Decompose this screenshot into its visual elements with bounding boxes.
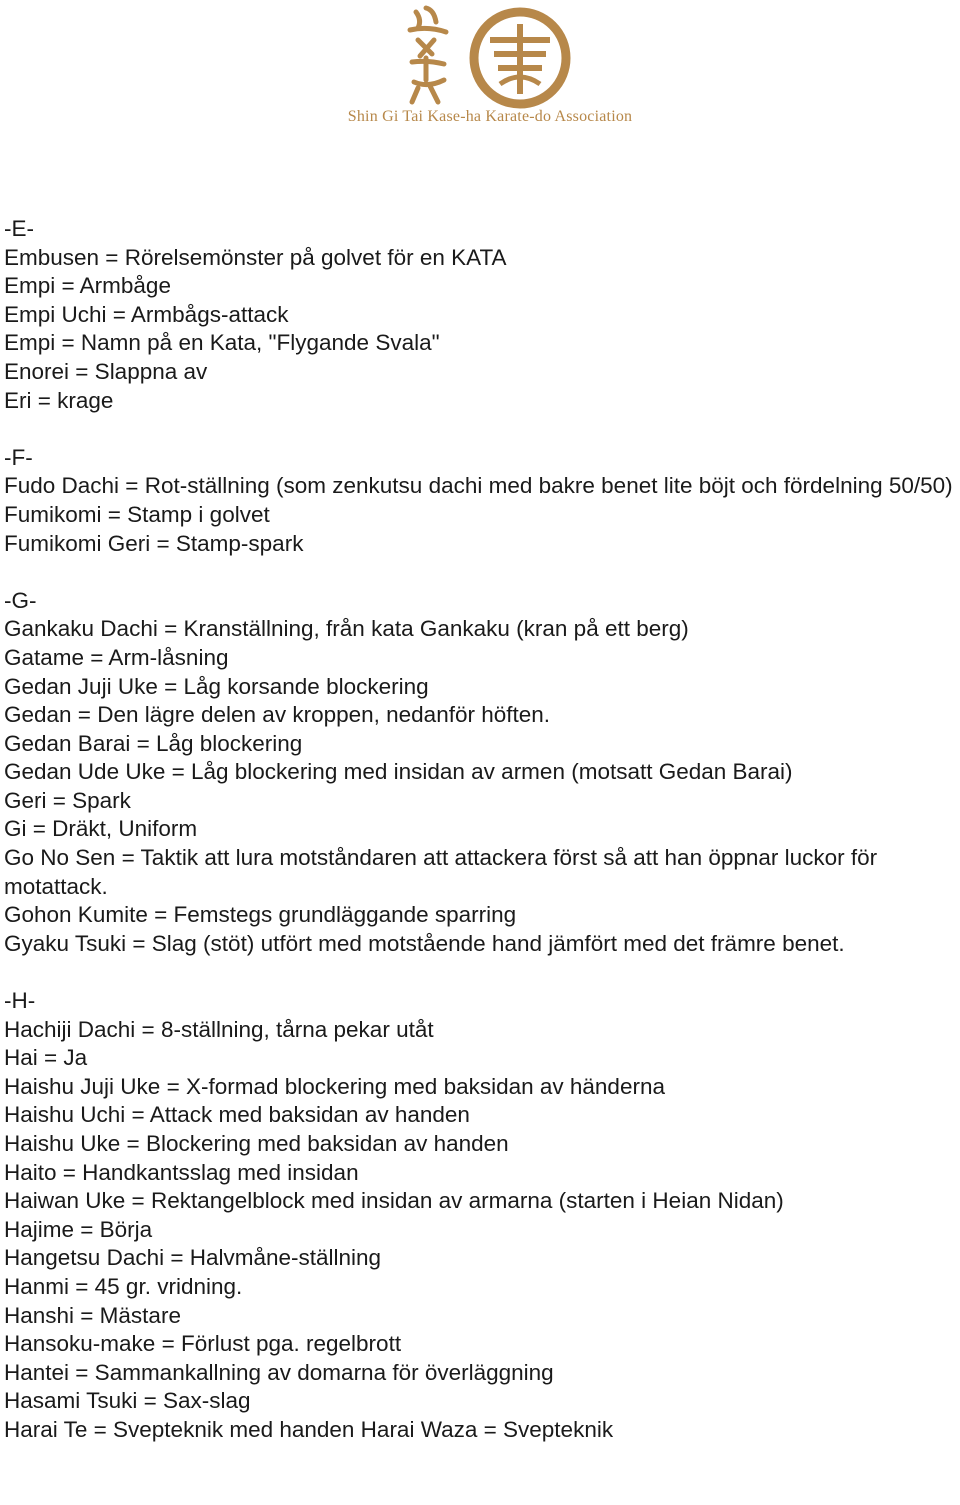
logo-caption: Shin Gi Tai Kase-ha Karate-do Association [347, 108, 633, 125]
glossary [4, 215, 960, 1473]
glossary-entry: Fudo Dachi = Rot-ställning (som zenkutsu dachi med bakre benet lite böjt och fördelning 50/50) [4, 473, 953, 499]
glossary-entry: Haishu Juji Uke = X-formad blockering med baksidan av händerna [4, 1073, 665, 1099]
glossary-entry: Gi = Dräkt, Uniform [4, 816, 198, 842]
glossary-entry: Hansoku-make = Förlust pga. regelbrott [4, 1331, 402, 1357]
glossary-entry: Hajime = Börja [4, 1216, 153, 1242]
section-heading: -F- [4, 444, 33, 470]
glossary-entry: Hai = Ja [4, 1045, 88, 1071]
glossary-entry: Hanmi = 45 gr. vridning. [4, 1273, 243, 1299]
glossary-entry: Gyaku Tsuki = Slag (stöt) utfört med motstående hand jämfört med det främre benet. [4, 930, 845, 956]
association-logo [330, 0, 650, 140]
glossary-entry: Gohon Kumite = Femstegs grundläggande sparring [4, 902, 517, 928]
glossary-entry: Hangetsu Dachi = Halvmåne-ställning [4, 1245, 382, 1271]
section-g [4, 587, 960, 959]
section-f [4, 444, 960, 558]
glossary-entry: Fumikomi Geri = Stamp-spark [4, 530, 304, 556]
section-h [4, 987, 960, 1445]
section-heading: -H- [4, 988, 36, 1014]
section-heading: -E- [4, 216, 34, 241]
section-heading: -G- [4, 587, 37, 613]
glossary-entry: Hantei = Sammankallning av domarna för överläggning [4, 1359, 554, 1385]
glossary-entry: Haishu Uke = Blockering med baksidan av handen [4, 1131, 509, 1156]
glossary-entry: Hasami Tsuki = Sax-slag [4, 1388, 251, 1414]
glossary-entry: Haishu Uchi = Attack med baksidan av handen [4, 1102, 470, 1128]
logo-emblem [330, 0, 650, 110]
glossary-entry: Gankaku Dachi = Kranställning, från kata Gankaku (kran på ett berg) [4, 616, 689, 642]
glossary-entry: Eri = krage [4, 387, 114, 413]
glossary-entry: Empi Uchi = Armbågs-attack [4, 301, 289, 327]
glossary-entry: Embusen = Rörelsemönster på golvet för en KATA [4, 244, 507, 270]
glossary-entry: Empi = Armbåge [4, 273, 171, 299]
glossary-entry: Gatame = Arm-låsning [4, 644, 229, 670]
glossary-entry: Enorei = Slappna av [4, 358, 208, 384]
glossary-entry: Empi = Namn på en Kata, "Flygande Svala" [4, 330, 440, 356]
glossary-entry: Hachiji Dachi = 8-ställning, tårna pekar utåt [4, 1016, 434, 1042]
glossary-entry: Gedan Ude Uke = Låg blockering med insidan av armen (motsatt Gedan Barai) [4, 759, 793, 785]
glossary-entry: Haito = Handkantsslag med insidan [4, 1159, 359, 1185]
glossary-entry: Gedan = Den lägre delen av kroppen, nedanför höften. [4, 702, 551, 728]
glossary-entry: Go No Sen = Taktik att lura motståndaren att attackera först så att han öppnar luckor för motattack. [4, 845, 878, 899]
glossary-entry: Gedan Barai = Låg blockering [4, 730, 303, 756]
glossary-entry: Gedan Juji Uke = Låg korsande blockering [4, 673, 429, 699]
glossary-entry: Hanshi = Mästare [4, 1302, 181, 1328]
section-e [4, 215, 960, 415]
glossary-entry: Geri = Spark [4, 787, 131, 813]
glossary-entry: Harai Te = Svepteknik med handen Harai Waza = Svepteknik [4, 1416, 614, 1442]
glossary-entry: Haiwan Uke = Rektangelblock med insidan av armarna (starten i Heian Nidan) [4, 1188, 784, 1214]
glossary-entry: Fumikomi = Stamp i golvet [4, 501, 270, 527]
